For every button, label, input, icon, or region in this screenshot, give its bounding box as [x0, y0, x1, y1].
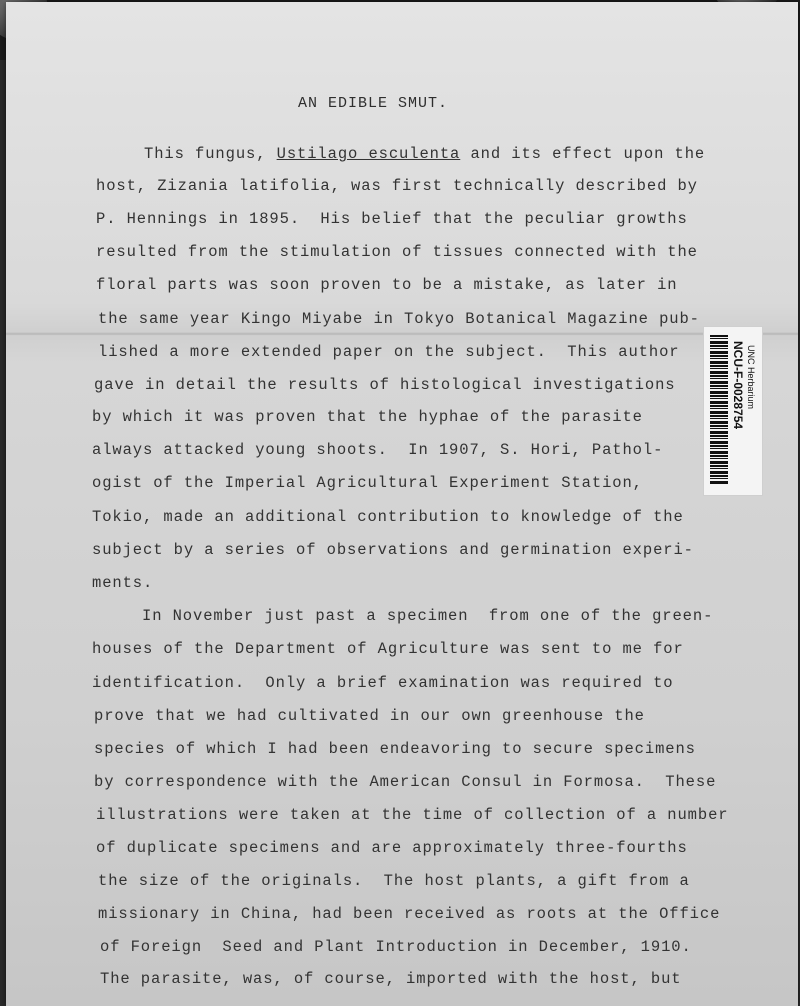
line-text: and its effect upon the — [460, 145, 706, 163]
document-title: AN EDIBLE SMUT. — [298, 95, 449, 112]
paragraph2-line-8: of duplicate specimens and are approximately three-fourths — [96, 839, 688, 857]
line-text: This fungus, — [144, 145, 277, 163]
paragraph2-line-6: by correspondence with the American Consul in Formosa. These — [94, 773, 717, 791]
paragraph2-line-9: the size of the originals. The host plants, a gift from a — [98, 872, 690, 890]
paragraph1-line-3: P. Hennings in 1895. His belief that the peculiar growths — [96, 210, 688, 228]
paragraph2-line-10: missionary in China, had been received as roots at the Office — [98, 905, 721, 923]
paragraph2-line-2: houses of the Department of Agriculture was sent to me for — [92, 640, 684, 658]
paragraph1-line-14: ments. — [92, 574, 154, 592]
paragraph2-line-7: illustrations were taken at the time of collection of a number — [96, 806, 729, 824]
paragraph1-line-8: gave in detail the results of histological investigations — [94, 376, 676, 394]
catalog-number: NCU-F-0028754 — [731, 341, 745, 430]
paragraph2-line-3: identification. Only a brief examination was required to — [92, 674, 674, 692]
paragraph1-line-1 — [144, 145, 705, 163]
paragraph1-line-7: lished a more extended paper on the subject. This author — [98, 343, 680, 361]
typed-page — [6, 2, 798, 1006]
paragraph1-line-13: subject by a series of observations and germination experi- — [92, 541, 694, 559]
paragraph1-line-2: host, Zizania latifolia, was first technically described by — [96, 177, 698, 195]
paragraph2-line-5: species of which I had been endeavoring to secure specimens — [94, 740, 696, 758]
page-fold — [6, 332, 798, 336]
herbarium-barcode-label — [703, 326, 763, 496]
paragraph1-line-12: Tokio, made an additional contribution to knowledge of the — [92, 508, 684, 526]
paragraph1-line-9: by which it was proven that the hyphae of the parasite — [92, 408, 643, 426]
paragraph2-line-12: The parasite, was, of course, imported with the host, but — [100, 970, 682, 988]
paragraph1-line-5: floral parts was soon proven to be a mistake, as later in — [96, 276, 678, 294]
paragraph1-line-4: resulted from the stimulation of tissues connected with the — [96, 243, 698, 261]
paragraph2-line-4: prove that we had cultivated in our own greenhouse the — [94, 707, 645, 725]
label-text — [728, 337, 762, 487]
paragraph2-line-1: In November just past a specimen from one of the green- — [142, 607, 714, 625]
paragraph1-line-6: the same year Kingo Miyabe in Tokyo Botanical Magazine pub- — [98, 310, 700, 328]
species-name: Ustilago esculenta — [276, 145, 461, 163]
paragraph2-line-11: of Foreign Seed and Plant Introduction in December, 1910. — [100, 938, 692, 956]
paragraph1-line-10: always attacked young shoots. In 1907, S. Hori, Pathol- — [92, 441, 664, 459]
paragraph1-line-11: ogist of the Imperial Agricultural Experiment Station, — [92, 474, 643, 492]
institution-name: UNC Herbarium — [746, 345, 756, 410]
barcode-icon — [710, 335, 728, 485]
